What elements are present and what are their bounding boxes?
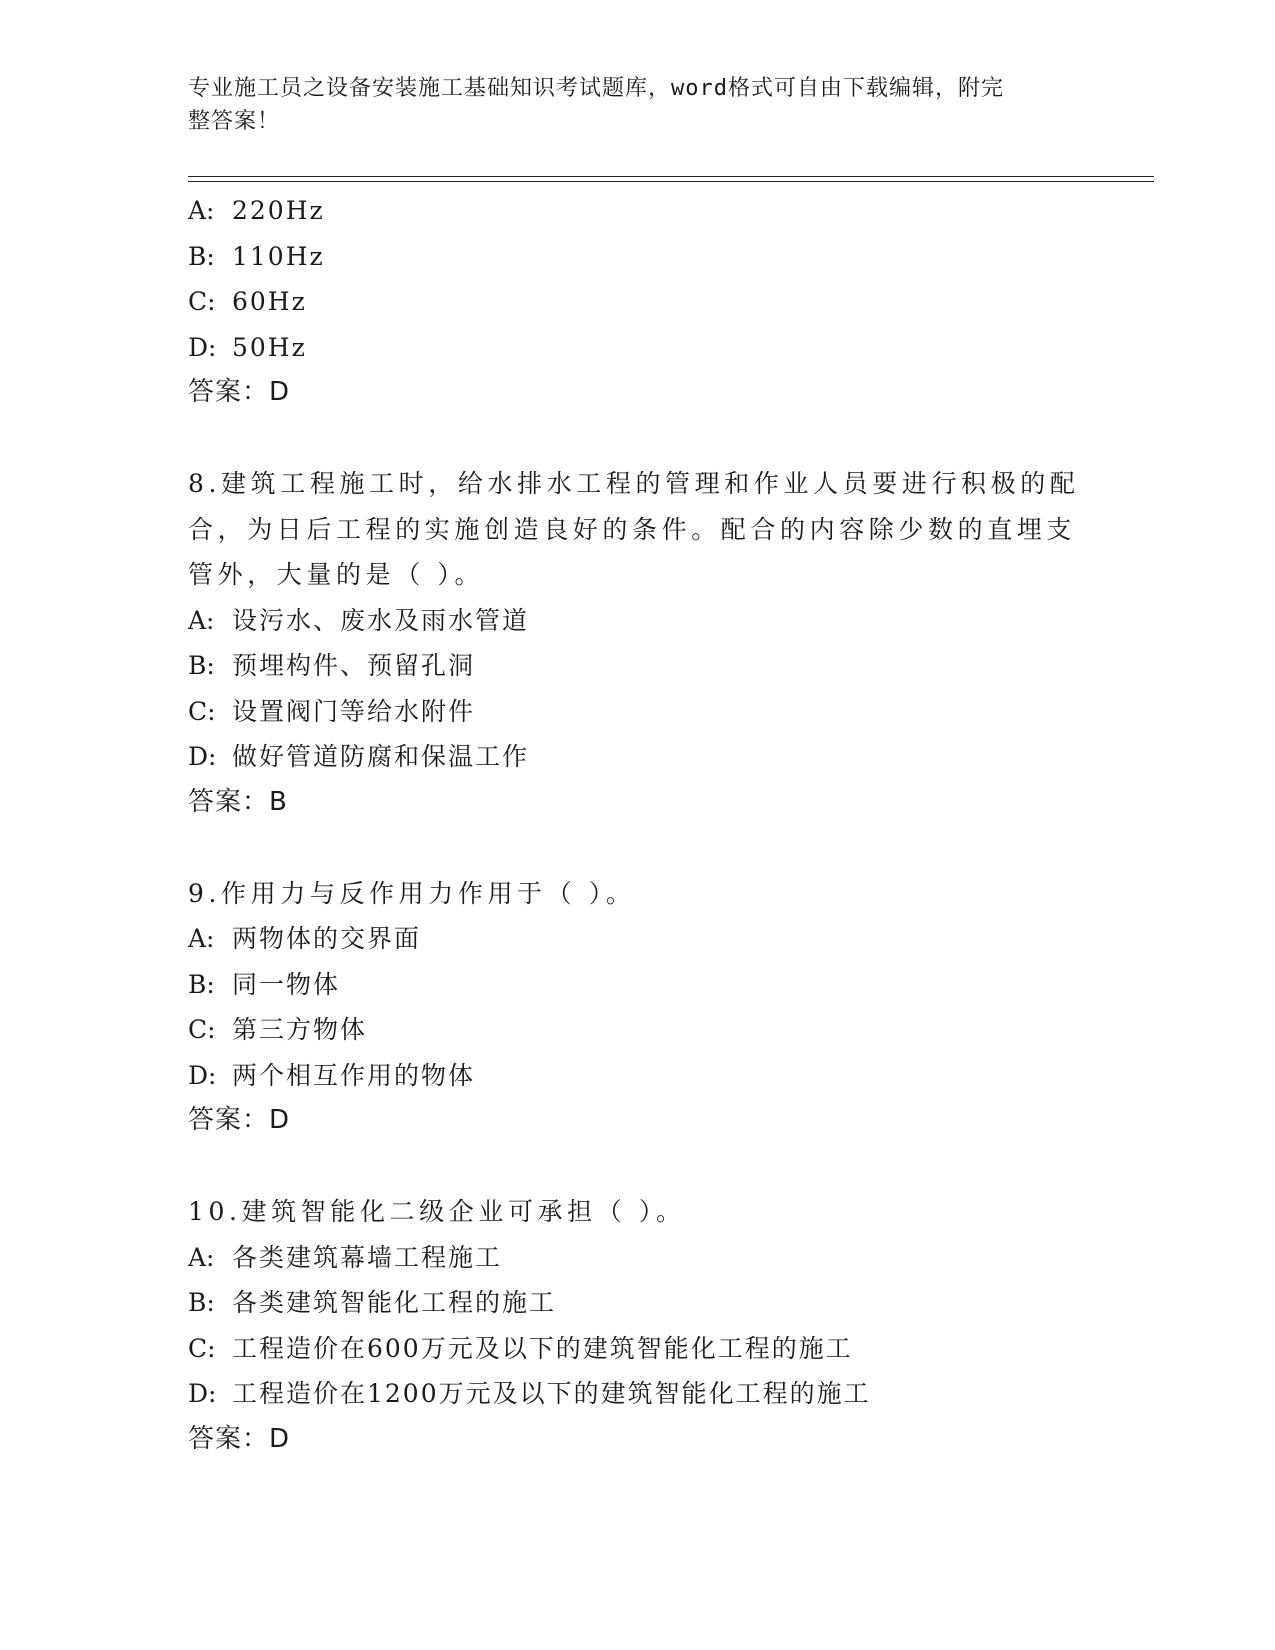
option-text: 50Hz (232, 332, 307, 362)
document-header (188, 72, 1068, 138)
answer-line: 答案：D (188, 1105, 291, 1135)
option-letter: D: (188, 1060, 217, 1090)
option-c (188, 1326, 1088, 1372)
option-text: 各类建筑幕墙工程施工 (232, 1242, 503, 1272)
header-line-2: 整答案！ (188, 109, 281, 134)
question-8 (188, 461, 1088, 825)
option-letter: A: (188, 196, 215, 225)
option-a (188, 916, 1088, 962)
option-b (188, 962, 1088, 1008)
option-c (188, 1007, 1088, 1053)
option-d (188, 325, 1088, 371)
option-text: 220Hz (232, 196, 325, 225)
question-7 (188, 188, 1088, 416)
option-text: 60Hz (232, 287, 307, 316)
option-a (188, 1235, 1088, 1281)
option-letter: A: (188, 924, 215, 953)
option-text: 两物体的交界面 (232, 924, 422, 953)
spacer (188, 825, 1088, 871)
question-stem: 合，为日后工程的实施创造良好的条件。配合的内容除少数的直埋支 (188, 514, 1077, 544)
option-letter: D: (188, 742, 217, 771)
option-text: 设置阀门等给水附件 (232, 696, 476, 726)
question-stem: 9.作用力与反作用力作用于（ ）。 (188, 878, 636, 908)
option-letter: D: (188, 332, 217, 362)
header-line-1: 专业施工员之设备安装施工基础知识考试题库，word格式可自由下载编辑，附完 (188, 76, 1004, 101)
question-9 (188, 871, 1088, 1144)
option-text: 同一物体 (232, 969, 341, 999)
option-b (188, 643, 1088, 689)
option-text: 两个相互作用的物体 (232, 1060, 476, 1090)
question-10 (188, 1189, 1088, 1462)
option-letter: C: (188, 287, 216, 316)
option-letter: B: (188, 969, 215, 999)
option-text: 第三方物体 (232, 1015, 368, 1044)
option-letter: B: (188, 1288, 215, 1317)
option-letter: B: (188, 651, 215, 680)
spacer (188, 416, 1088, 462)
question-stem: 管外，大量的是（ ）。 (188, 560, 485, 589)
option-letter: C: (188, 1015, 216, 1044)
option-text: 各类建筑智能化工程的施工 (232, 1288, 557, 1317)
option-a (188, 598, 1088, 644)
option-letter: C: (188, 1333, 216, 1363)
option-text: 设污水、废水及雨水管道 (232, 605, 530, 635)
option-letter: B: (188, 241, 215, 271)
option-b (188, 1280, 1088, 1326)
option-text: 工程造价在1200万元及以下的建筑智能化工程的施工 (232, 1379, 871, 1408)
question-list (188, 188, 1088, 1462)
option-c (188, 689, 1088, 735)
option-letter: A: (188, 1242, 215, 1272)
option-d (188, 734, 1088, 780)
option-letter: A: (188, 605, 215, 635)
option-c (188, 279, 1088, 325)
header-divider-top (188, 176, 1154, 177)
option-text: 工程造价在600万元及以下的建筑智能化工程的施工 (232, 1333, 853, 1363)
option-text: 预埋构件、预留孔洞 (232, 651, 476, 680)
option-b (188, 234, 1088, 280)
answer-line: 答案：B (188, 786, 288, 817)
question-stem: 10.建筑智能化二级企业可承担（ ）。 (188, 1197, 686, 1226)
spacer (188, 1144, 1088, 1190)
option-letter: C: (188, 696, 216, 726)
option-text: 110Hz (232, 241, 325, 271)
option-text: 做好管道防腐和保温工作 (232, 742, 530, 771)
option-letter: D: (188, 1379, 217, 1408)
option-d (188, 1371, 1088, 1417)
answer-line: 答案：D (188, 1423, 291, 1454)
answer-line: 答案：D (188, 377, 291, 407)
question-stem: 8.建筑工程施工时，给水排水工程的管理和作业人员要进行积极的配 (188, 469, 1080, 498)
header-divider-bottom (188, 181, 1154, 182)
option-a (188, 188, 1088, 234)
option-d (188, 1053, 1088, 1099)
